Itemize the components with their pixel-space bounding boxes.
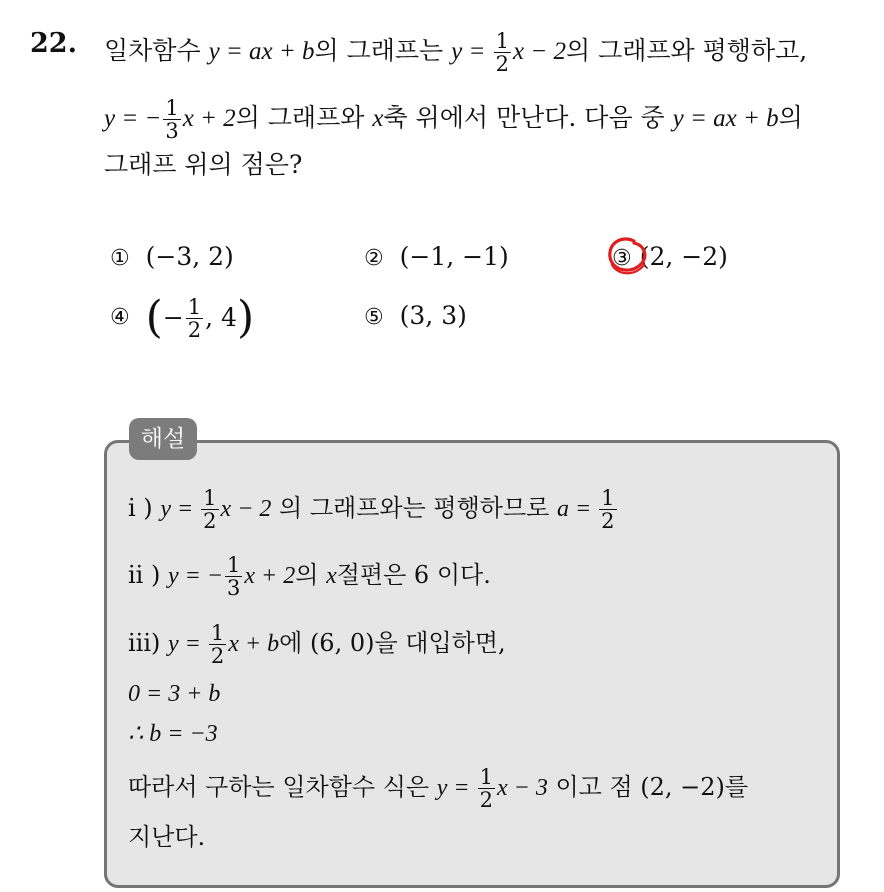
problem-line-1: 일차함수 y = ax + b의 그래프는 y = $\frac{1}{2}$ x − 2의 그래프와 평행하고, — [104, 29, 808, 76]
choice-1[interactable]: ① (−3, 2) — [110, 242, 234, 271]
choice-marker: ① — [110, 246, 130, 271]
solution-step-7: 지난다. — [128, 823, 206, 851]
fraction-third: $\frac{1}{3}$ — [165, 96, 179, 143]
choice-2[interactable]: ② (−1, −1) — [364, 242, 509, 271]
problem-line-2: y = − $\frac{1}{3}$ x + 2의 그래프와 x축 위에서 만난다. 다음 중 y = ax + b의 — [104, 96, 803, 143]
problem-number: 22. — [30, 28, 77, 59]
fraction-half: $\frac{1}{2}$ — [495, 29, 509, 76]
choice-4[interactable]: ④ ( − $\frac{1}{2}$ , 4 ) — [110, 292, 255, 343]
problem-line-3: 그래프 위의 점은? — [104, 150, 303, 179]
choice-5[interactable]: ⑤ (3, 3) — [364, 301, 467, 330]
solution-step-5: ∴ b = −3 — [128, 721, 218, 747]
choice-marker: ② — [364, 246, 384, 271]
solution-tag: 해설 — [129, 418, 197, 460]
selected-answer-circle-icon — [604, 235, 648, 277]
choice-marker: ⑤ — [364, 305, 384, 330]
solution-step-2: ii ) y = − $\frac{1}{3}$ x + 2의 x절편은 6 이다. — [128, 553, 491, 600]
solution-step-1: i ) y = $\frac{1}{2}$ x − 2 의 그래프와는 평행하므로 a = $\frac{1}{2}$ — [128, 486, 615, 533]
solution-step-3: iii) y = $\frac{1}{2}$ x + b에 (6, 0)을 대입하면, — [128, 621, 506, 668]
choice-3[interactable]: ③ (2, −2) — [612, 242, 728, 271]
choice-marker: ③ — [612, 246, 632, 271]
solution-step-4: 0 = 3 + b — [128, 681, 221, 707]
choice-marker: ④ — [110, 305, 130, 330]
solution-step-6: 따라서 구하는 일차함수 식은 y = $\frac{1}{2}$ x − 3 이고 점 (2, −2)를 — [128, 765, 749, 812]
